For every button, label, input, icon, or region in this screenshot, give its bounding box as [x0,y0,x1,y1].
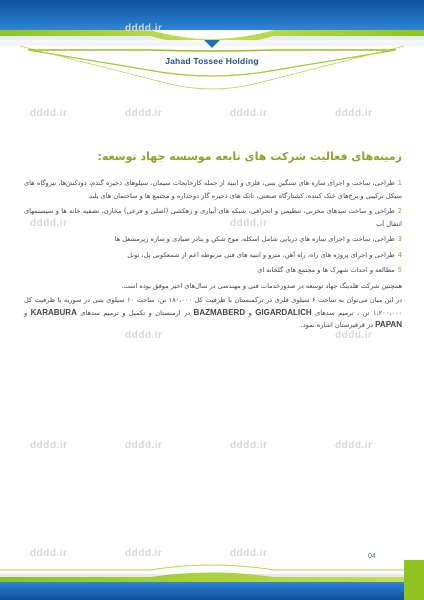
header-banner [0,0,424,95]
list-item [24,205,402,230]
dam-name: PAPAN [375,320,402,329]
text-run: در ارمنستان و تکمیل و ترمیم سدهای [76,308,194,317]
dam-name: GIGARDALICH [255,307,312,317]
list-item [24,233,402,246]
page-header [0,0,424,95]
item-number: 2 [397,207,402,215]
page-footer [0,560,424,600]
item-text: مطالعه و احداث شهرک ها و مجتمع های گلخانه ای [257,266,395,274]
summary-paragraph: همچنین شرکت هلدینگ جهاد توسعه در صدورخدمات فنی و مهندسی در سال‌های اخیر موفق بوده است. [121,281,402,290]
item-number: 4 [397,250,402,259]
list-item [24,249,402,262]
watermark-text: dddd.ir [230,548,268,559]
item-number: 3 [397,235,402,243]
footer-banner [0,560,424,600]
page-number: 04 [368,553,376,560]
text-run: در این میان می‌توان به ساخت ۶ سیلوی فلزی در ترکمنستان با ظرفیت کل ۱۸۰،۰۰۰ تن، ساخت ۱۰ سیلوی بتنی در سوریه با ظرفیت کل ۱،۲۰۰،۰۰۰ تن ، ترمیم سدهای [24,296,403,317]
text-run: و [24,308,31,317]
watermark-text: dddd.ir [230,218,268,229]
projects-paragraph [24,294,402,332]
watermark-text: dddd.ir [335,330,373,341]
activity-list [24,177,402,277]
list-item [24,264,402,277]
watermark-text: dddd.ir [230,108,268,119]
section-title: زمینه‌های فعالیت شرکت های تابعه موسسه جهاد توسعه: [97,150,402,163]
watermark-text: dddd.ir [125,108,163,119]
watermark-text: dddd.ir [30,548,68,559]
item-text: طراحی و اجرای پروژه های راه، راه آهن، مترو و ابنیه های فنی مربوطه اعم از شمعکوبی پل، تونل [127,250,395,259]
watermark-text: dddd.ir [335,108,373,119]
text-run: و [245,308,256,317]
watermark-text: dddd.ir [230,440,268,451]
watermark-text: dddd.ir [125,330,163,341]
dam-name: KARABURA [30,307,77,317]
watermark-text: dddd.ir [30,440,68,451]
watermark-text: dddd.ir [125,440,163,451]
main-content [24,150,402,332]
item-number: 5 [397,266,402,274]
list-item [24,177,402,202]
item-text: طراحی، ساخت و اجرای سازه های سنگین بتنی، فلزی و ابنیه از جمله کارخانجات سیمان، سیلوهای ذخیره گندم، دودکش‌ها، نیروگاه های سیکل ترکیبی و برج‌های خنک کننده، کشتارگاه صنعتی، تانک های ذخیره گاز دوجداره و مجتمع ها و ساختمان های بلند [24,179,402,200]
watermark-text: dddd.ir [30,218,68,229]
text-run: در قرقیزستان اشاره نمود. [300,321,376,329]
watermark-text: dddd.ir [30,108,68,119]
item-text: طراحی و ساخت سدهای مخزنی، تنظیمی و انحرافی، شبکه های آبیاری و زهکشی (اصلی و فرعی) مخازن، تصفیه خانه ها و سیستمهای انتقال آب [24,207,402,228]
brand-title: Jahad Tossee Holding [165,56,259,66]
item-text: طراحی، ساخت و اجرای سازه های دریایی شامل اسکله، موج شکن و بنادر صیادی و سازه زیرمشغل ها [114,235,395,243]
watermark-text: dddd.ir [335,440,373,451]
watermark-text: dddd.ir [125,23,163,34]
watermark-text: dddd.ir [125,548,163,559]
dam-name: BAZMABERD [193,307,246,317]
item-number: 1 [397,179,402,187]
